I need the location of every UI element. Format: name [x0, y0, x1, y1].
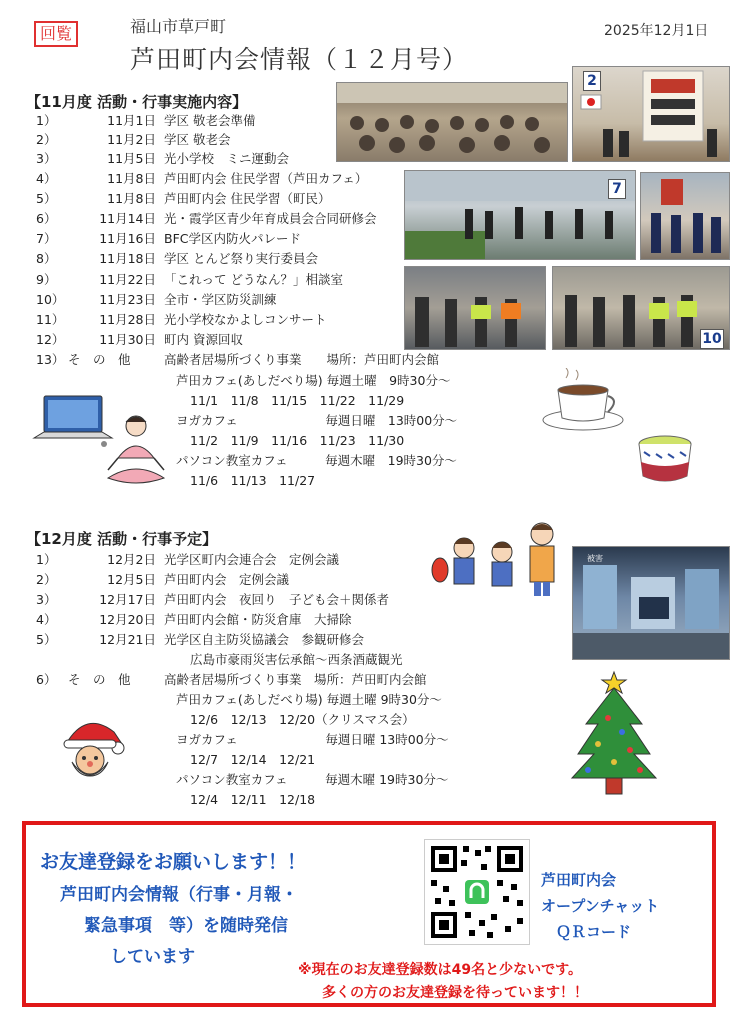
november-other-project: 高齢者居場所づくり事業 場所：芦田町内会館 — [164, 352, 440, 367]
photo-badge-10: 10 — [700, 329, 724, 349]
pc-dates: 11/6 11/13 11/27 — [190, 473, 316, 488]
november-heading: 【11月度 活動・行事実施内容】 — [26, 93, 248, 111]
list-item: 8） 11月18日 学区 とんど祭り実行委員会 — [36, 251, 318, 266]
santa-icon — [56, 714, 126, 780]
pc-schedule: パソコン教室カフェ 毎週木曜 19時30分～ — [176, 772, 449, 787]
list-item: 6） 11月14日 光・霞学区青少年育成員会合同研修会 — [36, 211, 377, 226]
photo-fire-parade — [640, 172, 730, 260]
list-item: 1） 12月2日 光学区町内会連合会 定例会議 — [36, 552, 340, 567]
qr-label-1: 芦田町内会 — [541, 871, 617, 889]
list-item: 3） 12月17日 芦田町内会 夜回り 子ども会＋関係者 — [36, 592, 390, 607]
pc-dates: 12/4 12/11 12/18 — [190, 792, 316, 807]
list-item: 2） 11月2日 学区 敬老会 — [36, 132, 231, 147]
pc-schedule: パソコン教室カフェ 毎週木曜 19時30分～ — [176, 453, 457, 468]
december-other-number: 6） — [36, 672, 57, 687]
december-other-project: 高齢者居場所づくり事業 場所：芦田町内会館 — [164, 672, 427, 687]
friend-request-note: 多くの方のお友達登録を待っています！！ — [322, 985, 588, 1001]
photo-study-session — [404, 170, 636, 260]
crowd-illustration — [405, 171, 635, 259]
photo-badge-2: 2 — [583, 71, 601, 91]
yoga-dates: 11/2 11/9 11/16 11/23 11/30 — [190, 433, 405, 448]
photo-disaster-museum — [572, 546, 730, 660]
list-item: 5） 12月21日 光学区自主防災協議会 参観研修会 — [36, 632, 365, 647]
laptop-icon — [32, 394, 114, 448]
audience-illustration — [337, 83, 567, 161]
christmas-tree-icon — [568, 666, 660, 798]
list-item: 4） 12月20日 芦田町内会館・防災倉庫 大掃除 — [36, 612, 352, 627]
november-other-number: 13） — [36, 352, 65, 367]
photo-disaster-drill-1 — [404, 266, 546, 350]
promo-line2: 芦田町内会情報（行事・月報・ — [60, 885, 298, 905]
yoga-schedule: ヨガカフェ 毎週日曜 13時00分～ — [176, 413, 458, 428]
list-item: 12） 11月30日 町内 資源回収 — [36, 332, 243, 347]
cafe-dates: 11/1 11/8 11/15 11/22 11/29 — [190, 393, 405, 408]
december-other-label: そ の 他 — [68, 672, 131, 687]
november-other-label: そ の 他 — [68, 352, 131, 367]
tour-destination: 広島市豪雨災害伝承館～西条酒蔵観光 — [190, 652, 403, 667]
promo-line1: お友達登録をお願いします！！ — [40, 851, 307, 873]
cafe-schedule: 芦田カフェ(あしだべり場) 毎週土曜 9時30分～ — [176, 373, 451, 388]
list-item: 3） 11月5日 光小学校 ミニ運動会 — [36, 151, 290, 166]
list-item: 10） 11月23日 全市・学区防災訓練 — [36, 292, 277, 307]
promo-line4: しています — [110, 947, 195, 967]
qr-label-2: オープンチャット — [541, 897, 660, 915]
page-title: 芦田町内会情報（１２月号） — [130, 45, 469, 74]
qr-code-icon — [425, 840, 529, 944]
list-item: 11） 11月28日 光小学校なかよしコンサート — [36, 312, 327, 327]
tea-cup-icon — [634, 430, 696, 488]
kids-night-patrol-icon — [430, 518, 564, 598]
cafe-dates: 12/6 12/13 12/20（クリスマス会） — [190, 712, 415, 727]
list-item: 9） 11月22日 「これって どうなん？」相談室 — [36, 272, 343, 287]
list-item: 2） 12月5日 芦田町内会 定例会議 — [36, 572, 290, 587]
qr-code[interactable] — [424, 839, 530, 945]
yoga-schedule: ヨガカフェ 毎週日曜 13時00分～ — [176, 732, 449, 747]
drill-illustration-1 — [405, 267, 545, 349]
meditating-person-icon — [104, 412, 168, 490]
issue-date: 2025年12月1日 — [604, 23, 709, 39]
list-item: 4） 11月8日 芦田町内会 住民学習（芦田カフェ） — [36, 171, 368, 186]
line-openchat-promo — [22, 821, 716, 1007]
december-heading: 【12月度 活動・行事予定】 — [26, 530, 218, 548]
kairan-stamp: 回覧 — [34, 21, 78, 47]
coffee-cup-icon — [540, 368, 626, 432]
qr-label-3: ＱＲコード — [556, 923, 632, 941]
yoga-dates: 12/7 12/14 12/21 — [190, 752, 316, 767]
parade-illustration — [641, 173, 729, 259]
list-item: 1） 11月1日 学区 敬老会準備 — [36, 113, 256, 128]
friend-count-note: ※現在のお友達登録数は49名と少ないです。 — [298, 962, 582, 978]
list-item: 7） 11月16日 BFC学区内防火パレード — [36, 231, 301, 246]
city-name: 福山市草戸町 — [130, 17, 227, 36]
museum-sign: 被害 — [587, 554, 603, 563]
photo-respect-aged-event — [336, 82, 568, 162]
photo-badge-7: 7 — [608, 179, 626, 199]
cafe-schedule: 芦田カフェ(あしだべり場) 毎週土曜 9時30分～ — [176, 692, 442, 707]
list-item: 5） 11月8日 芦田町内会 住民学習（町民） — [36, 191, 331, 206]
promo-line3: 緊急事項 等）を随時発信 — [84, 916, 288, 936]
